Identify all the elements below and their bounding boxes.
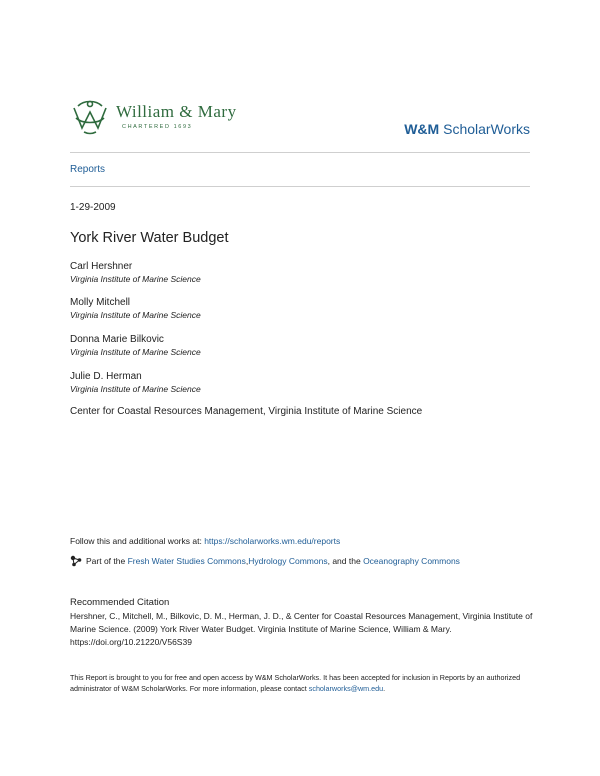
- oceanography-link[interactable]: Oceanography Commons: [363, 556, 460, 566]
- citation-heading: Recommended Citation: [70, 597, 170, 608]
- part-of-prefix: Part of the: [86, 556, 126, 566]
- william-mary-logo[interactable]: [70, 96, 300, 140]
- brand-rest: ScholarWorks: [443, 121, 530, 137]
- author-name: Donna Marie Bilkovic: [70, 334, 164, 345]
- author-block: [70, 333, 201, 358]
- author-name: Carl Hershner: [70, 261, 133, 272]
- author-block: [70, 296, 201, 321]
- scholarworks-brand[interactable]: [404, 121, 530, 137]
- logo-name: William & Mary: [116, 102, 237, 121]
- access-notice: [70, 672, 540, 694]
- author-name: Julie D. Herman: [70, 371, 142, 382]
- document-title: York River Water Budget: [70, 230, 229, 246]
- author-name: Molly Mitchell: [70, 297, 131, 308]
- follow-line: [70, 536, 340, 546]
- author-affiliation: Virginia Institute of Marine Science: [70, 384, 201, 394]
- part-of-line: [70, 555, 460, 567]
- divider-top: [70, 152, 530, 153]
- author-block: [70, 370, 201, 395]
- author-affiliation: Virginia Institute of Marine Science: [70, 310, 201, 320]
- logo-chartered: CHARTERED 1693: [122, 124, 193, 130]
- contact-email-link[interactable]: scholarworks@wm.edu: [308, 684, 384, 693]
- fresh-water-studies-link[interactable]: Fresh Water Studies Commons: [127, 556, 246, 566]
- separator: ,: [245, 556, 249, 566]
- network-icon: [70, 555, 82, 567]
- author-block: [70, 260, 201, 285]
- reports-url-link[interactable]: https://scholarworks.wm.edu/reports: [204, 536, 341, 546]
- citation-text: Hershner, C., Mitchell, M., Bilkovic, D. M., Herman, J. D., & Center for Coastal Resources Management, Virginia Institute of Marine Science. (2009) York River Water Budget. Virginia Institute of Marine Science, William & Mary. https://doi.org/10.21220/V56S39: [70, 611, 533, 647]
- separator: , and the: [327, 556, 361, 566]
- hydrology-link[interactable]: Hydrology Commons: [248, 556, 328, 566]
- author-affiliation: Virginia Institute of Marine Science: [70, 274, 201, 284]
- publication-date: 1-29-2009: [70, 202, 116, 213]
- follow-prefix: Follow this and additional works at:: [70, 536, 205, 546]
- notice-text: This Report is brought to you for free and open access by W&M ScholarWorks. It has been accepted for inclusion in Reports by an authorized administrator of W&M ScholarWorks. For more information, please contact: [70, 673, 521, 693]
- cypher-icon: [70, 98, 110, 136]
- brand-bold: W&M: [404, 121, 440, 137]
- divider-bottom: [70, 186, 530, 187]
- corporate-author: Center for Coastal Resources Management, Virginia Institute of Marine Science: [70, 406, 423, 417]
- author-affiliation: Virginia Institute of Marine Science: [70, 347, 201, 357]
- notice-suffix: .: [383, 684, 386, 693]
- collection-link[interactable]: Reports: [70, 164, 106, 175]
